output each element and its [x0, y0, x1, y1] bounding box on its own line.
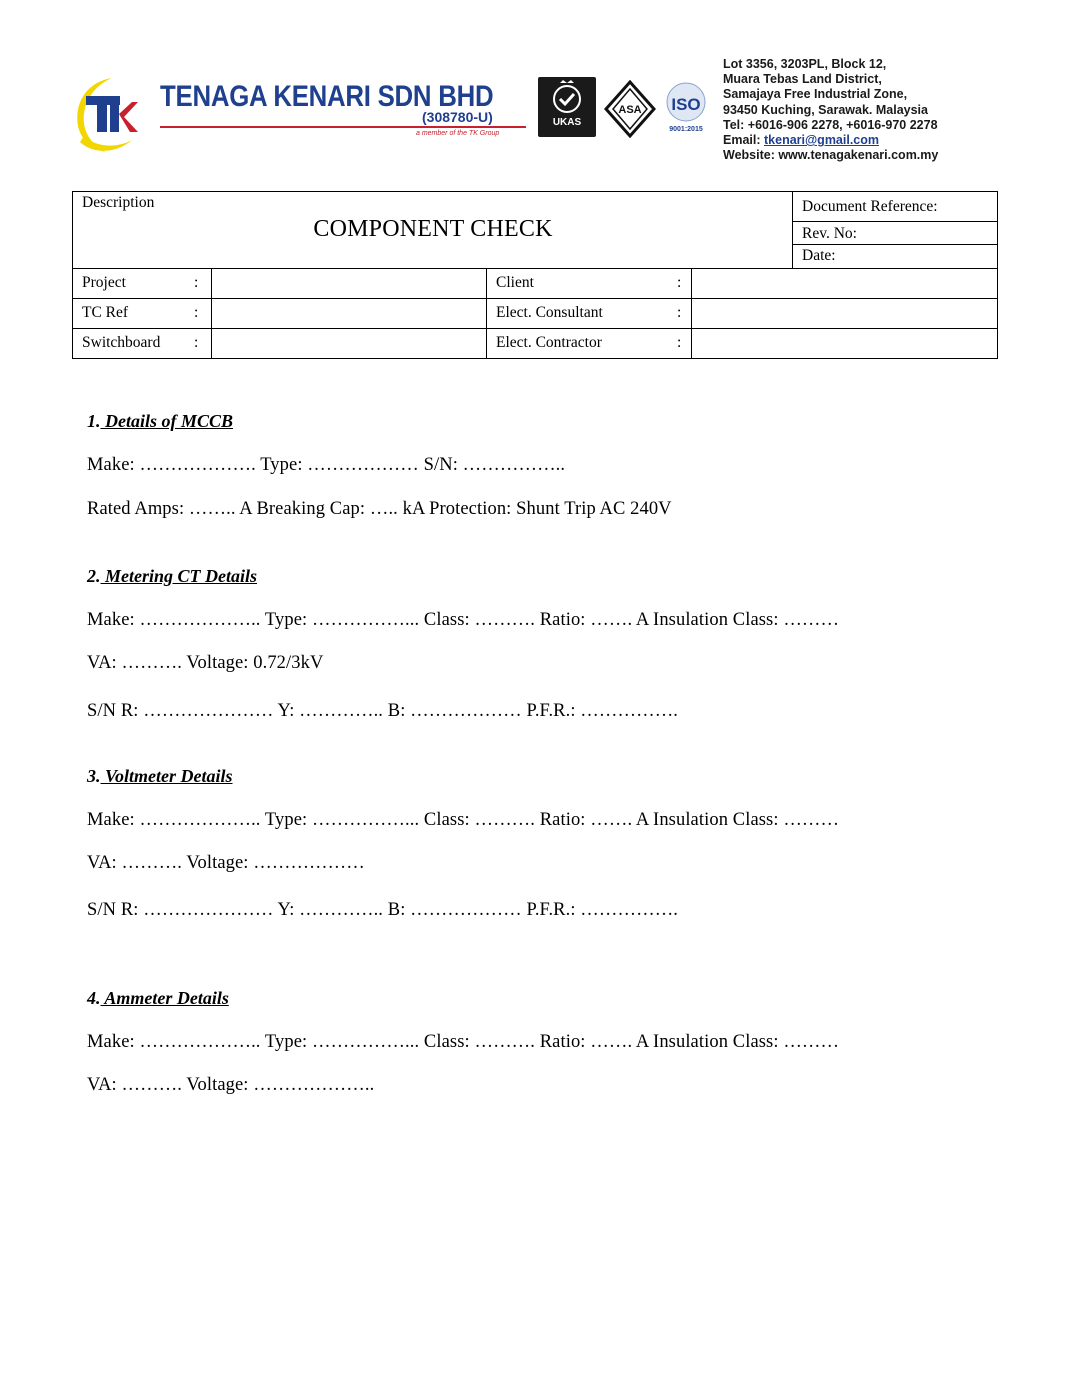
- email-label: Email:: [723, 133, 764, 148]
- section-number: 3.: [87, 766, 101, 786]
- iso-standard: 9001:2015: [669, 126, 703, 133]
- ammeter-row-make: Make: ……………….. Type: ……………... Class: ………. Ratio: ……. A Insulation Class: ………: [87, 1032, 840, 1052]
- company-registration: (308780-U): [422, 109, 493, 125]
- section-heading: Metering CT Details: [100, 566, 257, 586]
- client-colon: :: [677, 274, 682, 291]
- contractor-colon: :: [677, 334, 682, 351]
- ammeter-row-va: VA: ………. Voltage: ………………..: [87, 1075, 375, 1095]
- ct-row-serial: S/N R: ………………… Y: ………….. B: ……………… P.F.R.: …………….: [87, 701, 679, 721]
- address-line: 93450 Kuching, Sarawak. Malaysia: [723, 102, 928, 117]
- voltmeter-row-make: Make: ……………….. Type: ……………... Class: ………. Ratio: ……. A Insulation Class: ………: [87, 810, 840, 830]
- date-label: Date:: [802, 247, 836, 264]
- project-label: Project: [82, 274, 126, 291]
- section-number: 1.: [87, 411, 101, 431]
- revision-label: Rev. No:: [802, 225, 857, 242]
- client-label: Client: [496, 274, 534, 291]
- asa-label: ASA: [618, 104, 642, 116]
- consultant-colon: :: [677, 304, 682, 321]
- email-link[interactable]: tkenari@gmail.com: [764, 133, 880, 148]
- project-colon: :: [194, 274, 199, 291]
- voltmeter-row-serial: S/N R: ………………… Y: ………….. B: ……………… P.F.R.: …………….: [87, 900, 679, 920]
- website-line[interactable]: Website: www.tenagakenari.com.my: [723, 148, 939, 163]
- section-heading: Details of MCCB: [100, 411, 234, 431]
- switchboard-colon: :: [194, 334, 199, 351]
- section-title-metering-ct: [87, 566, 257, 587]
- ukas-certification-mark: [538, 77, 596, 137]
- company-logo: [72, 74, 142, 154]
- brand-rule: [160, 126, 526, 128]
- ct-row-va: VA: ………. Voltage: 0.72/3kV: [87, 653, 324, 673]
- section-heading: Voltmeter Details: [100, 766, 233, 786]
- section-number: 4.: [87, 988, 101, 1008]
- section-heading: Ammeter Details: [100, 988, 229, 1008]
- document-title: COMPONENT CHECK: [313, 216, 553, 242]
- address-line: Samajaya Free Industrial Zone,: [723, 87, 908, 102]
- iso-label: ISO: [671, 95, 701, 114]
- phone-line: Tel: +6016-906 2278, +6016-970 2278: [723, 117, 938, 132]
- document-reference-label: Document Reference:: [802, 198, 938, 215]
- section-title-voltmeter: [87, 766, 233, 787]
- company-address: [723, 57, 938, 163]
- email-line: [723, 133, 938, 148]
- section-title-mccb: [87, 411, 233, 432]
- tc-ref-colon: :: [194, 304, 199, 321]
- voltmeter-row-va: VA: ………. Voltage: ………………: [87, 853, 365, 873]
- address-line: Lot 3356, 3203PL, Block 12,: [723, 57, 887, 71]
- company-name: TENAGA KENARI SDN BHD: [160, 80, 494, 113]
- company-member-text: a member of the TK Group: [416, 130, 500, 137]
- ct-row-make: Make: ……………….. Type: ……………... Class: ………. Ratio: ……. A Insulation Class: ………: [87, 610, 840, 630]
- section-number: 2.: [87, 566, 101, 586]
- header-table: [72, 191, 998, 359]
- address-line: Muara Tebas Land District,: [723, 72, 882, 87]
- iso-certification-mark: [662, 80, 710, 136]
- ukas-label: UKAS: [552, 117, 582, 128]
- section-title-ammeter: [87, 988, 229, 1009]
- mccb-row-make: Make: ………………. Type: ……………… S/N: ……………..: [87, 455, 566, 475]
- description-label: Description: [82, 194, 155, 211]
- contractor-label: Elect. Contractor: [496, 334, 602, 351]
- asa-certification-mark: [604, 80, 656, 138]
- consultant-label: Elect. Consultant: [496, 304, 603, 321]
- tc-ref-label: TC Ref: [82, 304, 129, 321]
- switchboard-label: Switchboard: [82, 334, 161, 351]
- mccb-row-rating: Rated Amps: …….. A Breaking Cap: ….. kA Protection: Shunt Trip AC 240V: [87, 499, 672, 519]
